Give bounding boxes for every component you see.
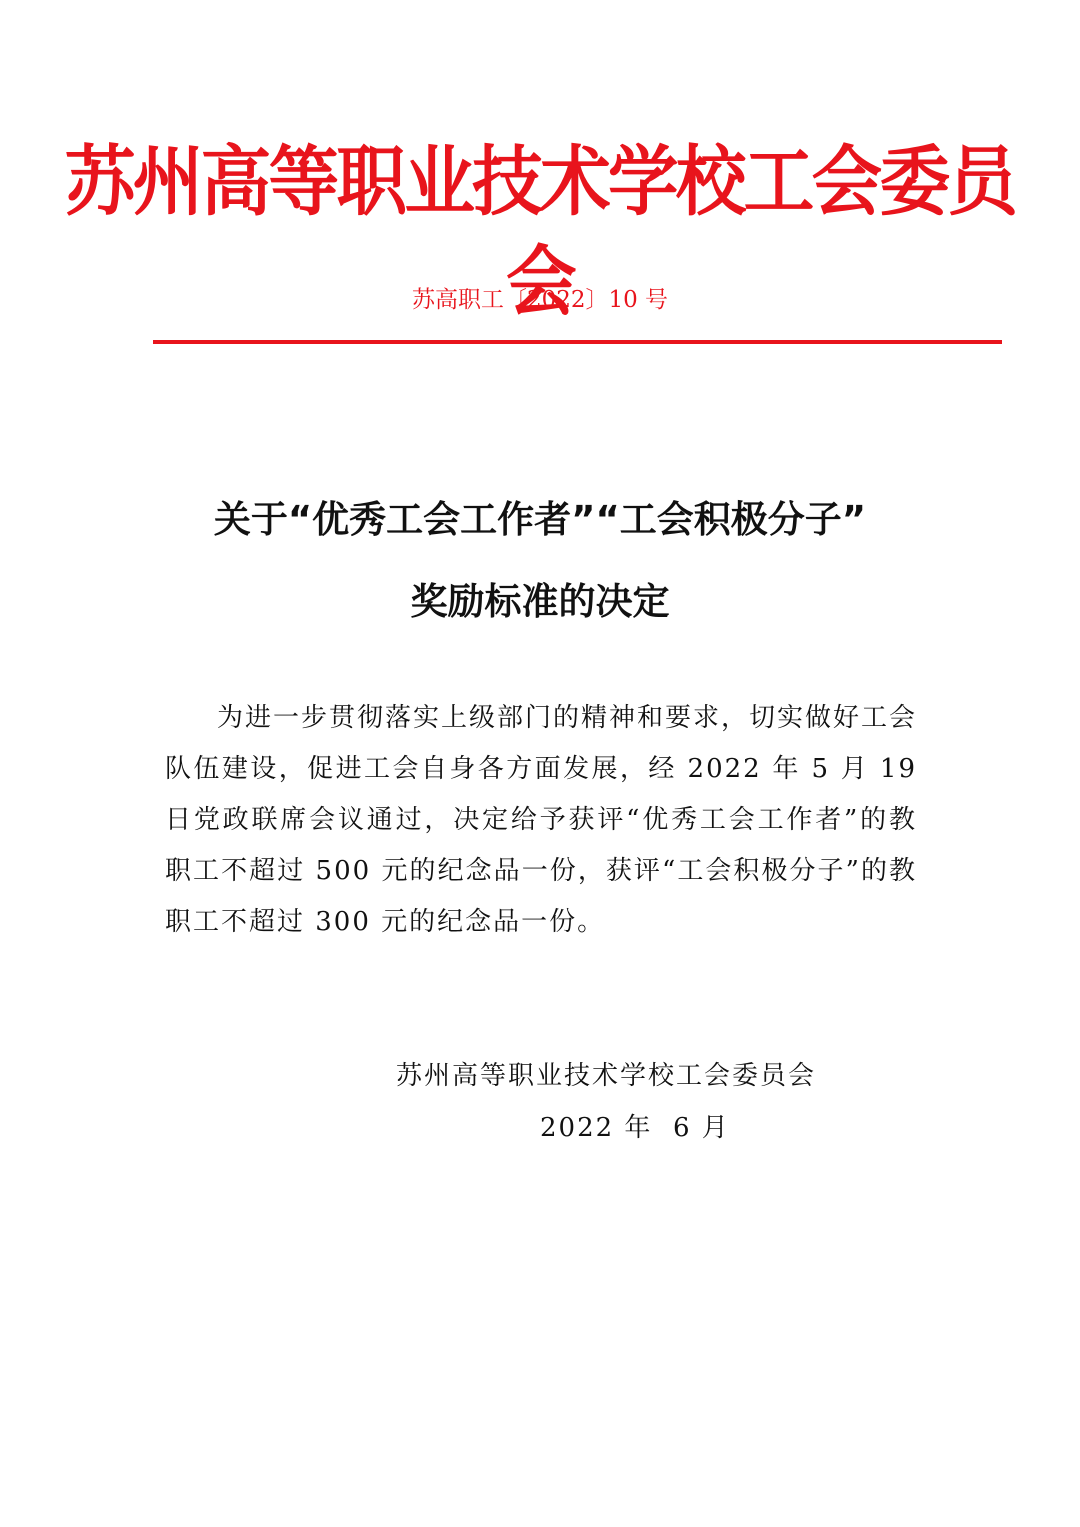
body-paragraph: 为进一步贯彻落实上级部门的精神和要求，切实做好工会队伍建设，促进工会自身各方面发展，经 2022 年 5 月 19 日党政联席会议通过，决定给予获评“优秀工会工作者”的教职工不超过 500 元的纪念品一份，获评“工会积极分子”的教职工不超过 300 元的纪念品一份。 <box>165 703 918 937</box>
organization-header: 苏州高等职业技术学校工会委员会 <box>64 137 1016 326</box>
red-divider-line <box>153 340 1002 344</box>
signature-date: 2022 年 6 月 <box>540 1113 730 1143</box>
document-title-line-2: 奖励标准的决定 <box>410 580 670 623</box>
document-number: 苏高职工〔2022〕10 号 <box>411 287 669 313</box>
signature-organization: 苏州高等职业技术学校工会委员会 <box>396 1061 817 1091</box>
document-title-line-1: 关于“优秀工会工作者”“工会积极分子” <box>213 498 867 541</box>
